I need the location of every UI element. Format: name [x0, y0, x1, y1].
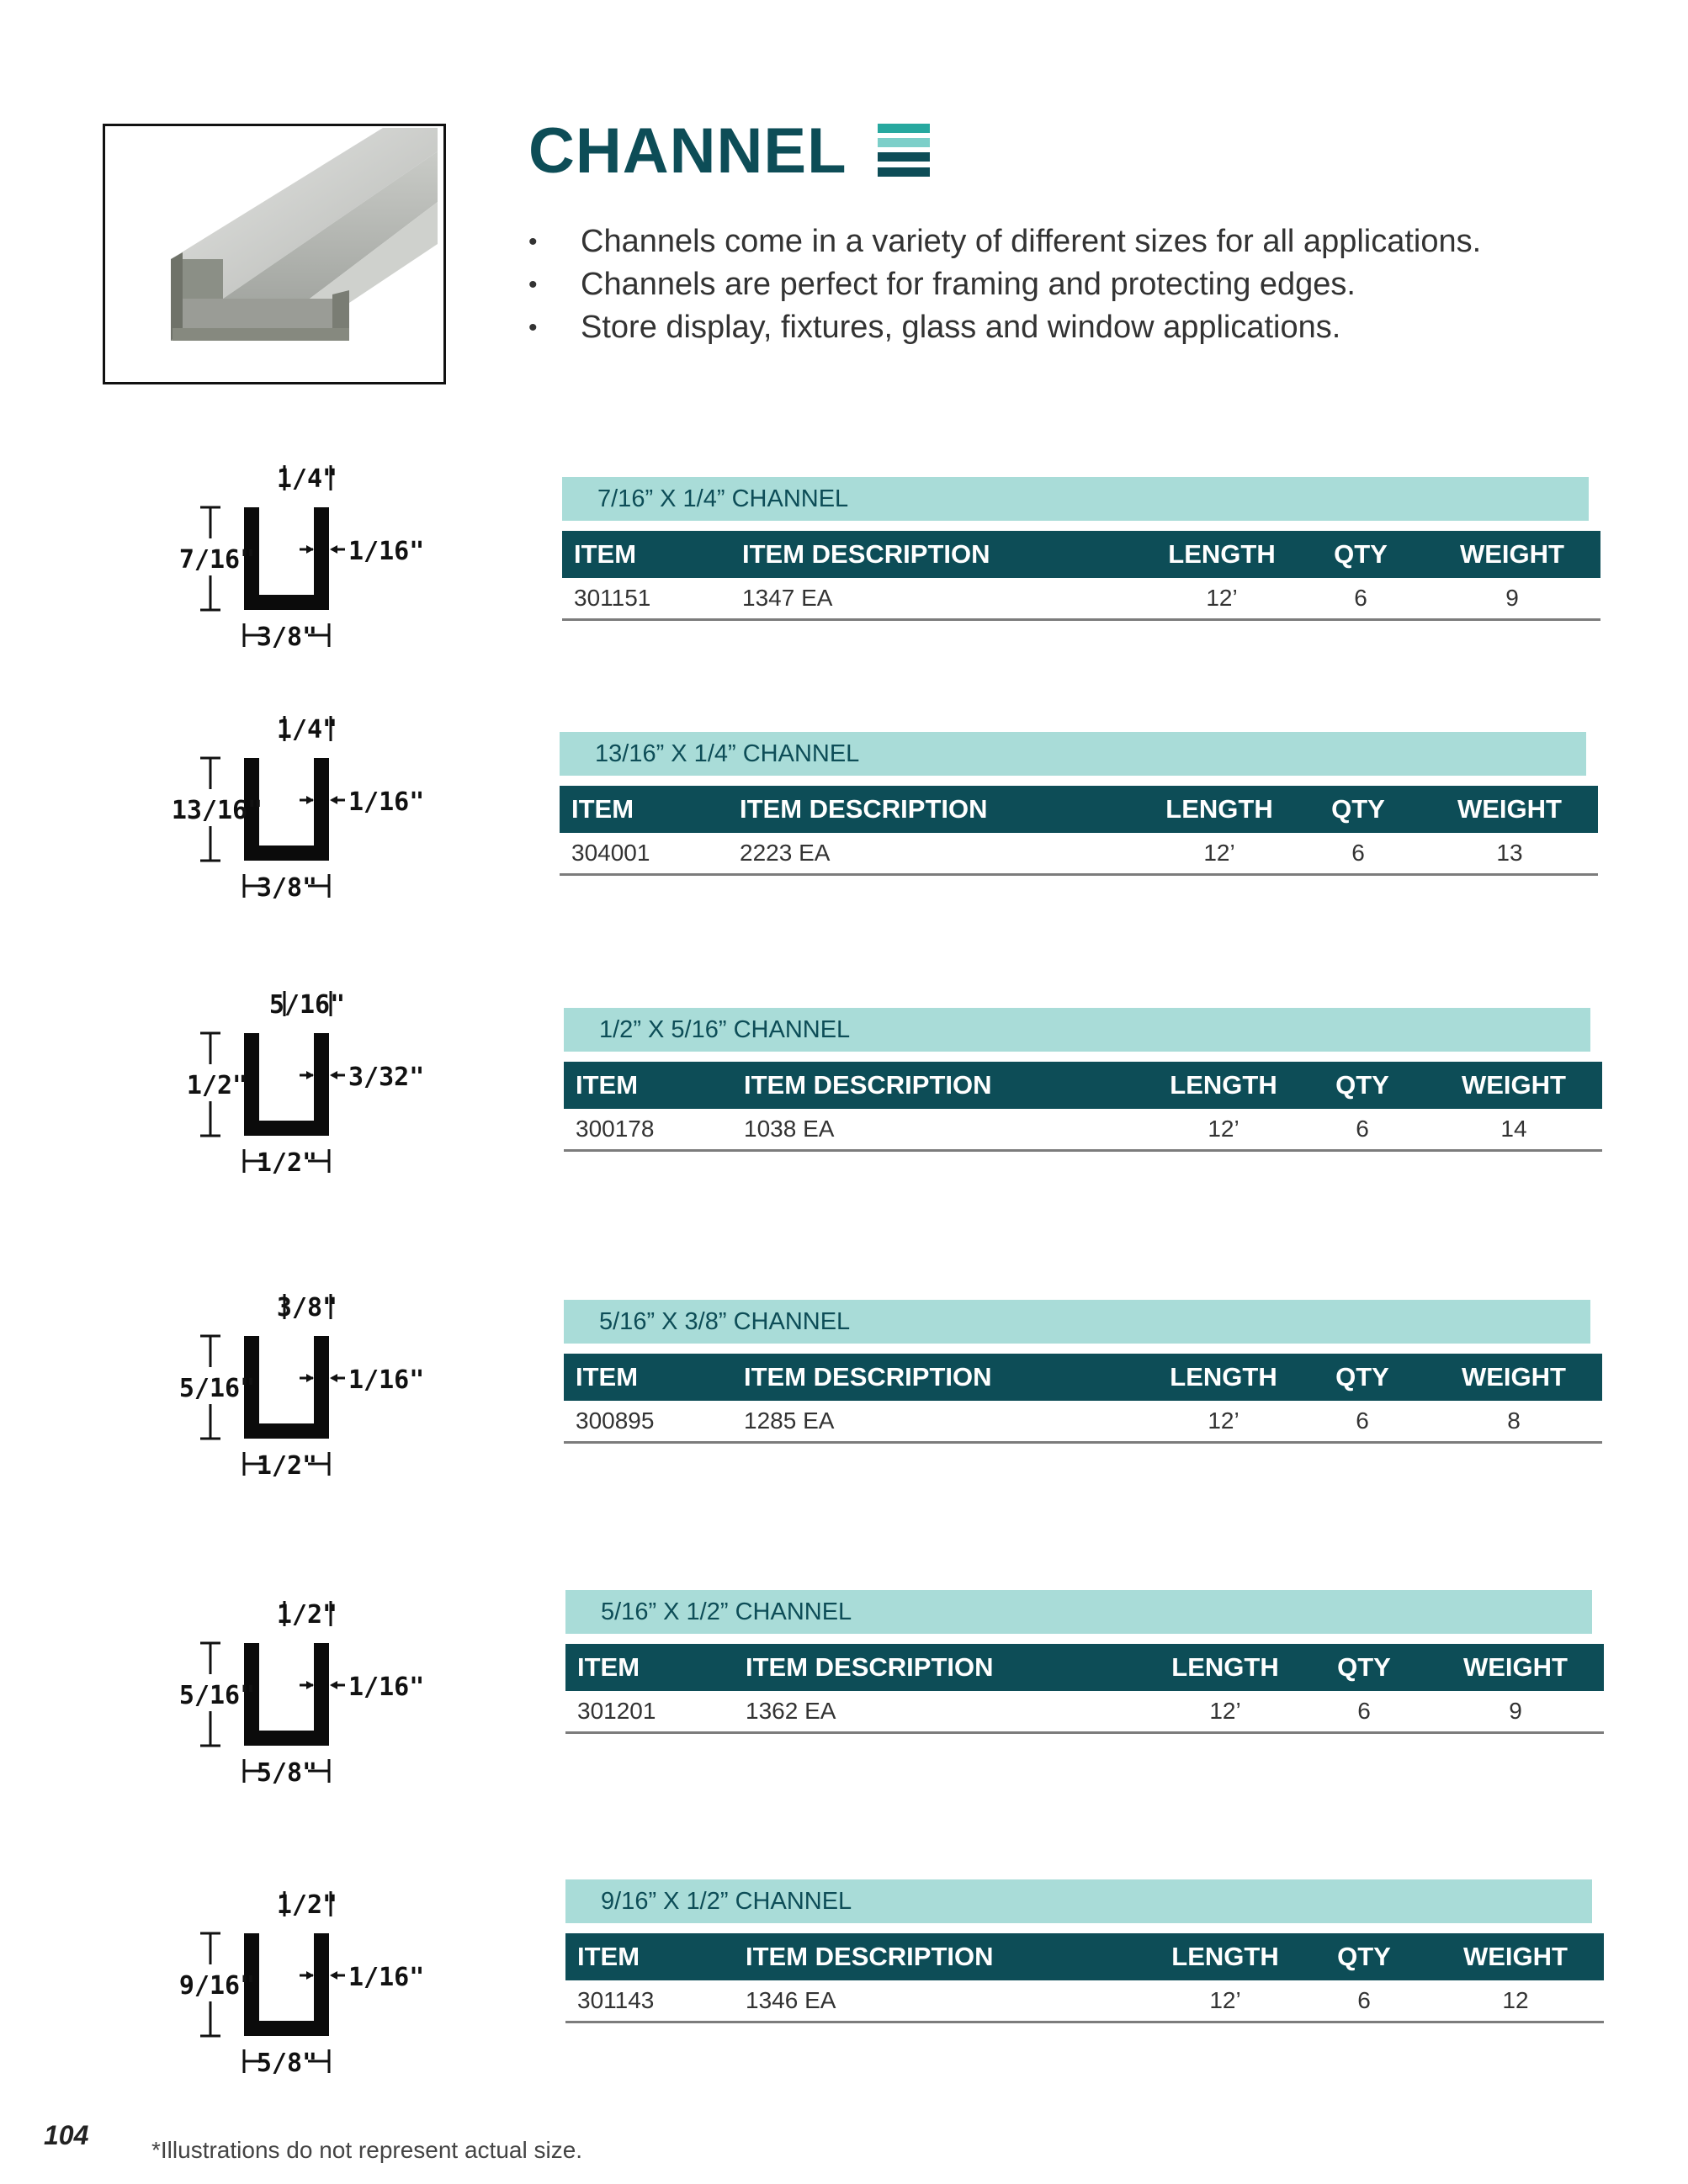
col-qty: QTY — [1299, 1354, 1425, 1401]
top-dimension-label: 1/2" — [276, 1890, 338, 1920]
channel-profile-svg — [171, 709, 461, 903]
wall-thickness-label: 3/32" — [348, 1063, 425, 1092]
product-spec-block-4 — [564, 1300, 1590, 1444]
cell-weight: 13 — [1421, 833, 1598, 875]
cell-length: 12’ — [1146, 578, 1298, 620]
wall-thickness-label: 1/16" — [348, 537, 425, 566]
cell-description: 2223 EA — [740, 833, 1144, 875]
cell-length: 12’ — [1148, 1401, 1299, 1443]
col-length: LENGTH — [1149, 1644, 1301, 1691]
cell-item: 301143 — [565, 1980, 746, 2022]
feature-list — [528, 220, 1481, 349]
product-spec-block-6 — [565, 1879, 1592, 2023]
wall-thickness-label: 1/16" — [348, 787, 425, 817]
table-row — [564, 1401, 1602, 1443]
feature-bullet: • Channels are perfect for framing and protecting edges. — [528, 263, 1481, 306]
height-dimension-label: 9/16" — [178, 1971, 256, 2001]
cell-qty: 6 — [1295, 833, 1421, 875]
cell-length: 12’ — [1144, 833, 1295, 875]
spec-title: 5/16” X 1/2” CHANNEL — [565, 1590, 1592, 1634]
channel-profile-svg — [178, 459, 461, 652]
height-dimension-label: 7/16" — [178, 545, 256, 575]
table-row — [565, 1980, 1604, 2022]
table-row — [560, 833, 1598, 875]
spec-table — [562, 531, 1600, 621]
wall-thickness-label: 1/16" — [348, 1963, 425, 1992]
col-length: LENGTH — [1149, 1933, 1301, 1980]
height-dimension-label: 1/2" — [186, 1071, 248, 1100]
spec-header-row — [560, 786, 1598, 833]
cell-description: 1362 EA — [746, 1691, 1149, 1733]
channel-profile-diagram-2 — [171, 709, 461, 903]
col-item: ITEM — [562, 531, 742, 578]
col-qty: QTY — [1299, 1062, 1425, 1109]
col-length: LENGTH — [1148, 1062, 1299, 1109]
spec-title: 9/16” X 1/2” CHANNEL — [565, 1879, 1592, 1923]
col-item: ITEM — [565, 1933, 746, 1980]
spec-title: 7/16” X 1/4” CHANNEL — [562, 477, 1589, 521]
product-photo — [103, 124, 446, 384]
feature-bullet: • Channels come in a variety of different sizes for all applications. — [528, 220, 1481, 263]
footnote: *Illustrations do not represent actual size. — [151, 2137, 583, 2163]
cell-description: 1038 EA — [744, 1109, 1148, 1151]
feature-bullet: • Store display, fixtures, glass and window applications. — [528, 306, 1481, 349]
col-item: ITEM — [565, 1644, 746, 1691]
width-dimension-label: 5/8" — [256, 2049, 318, 2078]
cell-qty: 6 — [1298, 578, 1424, 620]
cell-qty: 6 — [1301, 1980, 1427, 2022]
col-qty: QTY — [1301, 1933, 1427, 1980]
col-weight: WEIGHT — [1424, 531, 1600, 578]
cell-weight: 9 — [1427, 1691, 1604, 1733]
width-dimension-label: 3/8" — [256, 623, 318, 652]
col-item: ITEM — [564, 1354, 744, 1401]
top-dimension-label: 3/8" — [276, 1293, 338, 1323]
col-item: ITEM — [560, 786, 740, 833]
table-row — [565, 1691, 1604, 1733]
channel-photo-illustration — [105, 126, 443, 382]
spec-table — [564, 1062, 1602, 1152]
page-number: 104 — [44, 2120, 89, 2150]
channel-profile-diagram-1 — [178, 459, 461, 652]
spec-title: 1/2” X 5/16” CHANNEL — [564, 1008, 1590, 1052]
spec-header-row — [565, 1933, 1604, 1980]
page-title: CHANNEL — [528, 115, 847, 187]
spec-table — [565, 1644, 1604, 1734]
top-dimension-label: 1/2" — [276, 1600, 338, 1630]
col-item-description: ITEM DESCRIPTION — [742, 531, 1146, 578]
product-spec-block-1 — [562, 477, 1589, 621]
height-dimension-label: 13/16" — [171, 796, 263, 825]
cell-description: 1285 EA — [744, 1401, 1148, 1443]
col-weight: WEIGHT — [1425, 1062, 1602, 1109]
product-spec-block-2 — [560, 732, 1586, 876]
cell-item: 301151 — [562, 578, 742, 620]
col-length: LENGTH — [1148, 1354, 1299, 1401]
width-dimension-label: 1/2" — [256, 1148, 318, 1178]
cell-length: 12’ — [1149, 1691, 1301, 1733]
col-length: LENGTH — [1144, 786, 1295, 833]
cell-weight: 8 — [1425, 1401, 1602, 1443]
cell-description: 1346 EA — [746, 1980, 1149, 2022]
col-weight: WEIGHT — [1427, 1644, 1604, 1691]
col-item-description: ITEM DESCRIPTION — [746, 1644, 1149, 1691]
top-dimension-label: 5/16" — [268, 990, 346, 1020]
channel-profile-diagram-6 — [178, 1884, 461, 2078]
table-row — [562, 578, 1600, 620]
cell-description: 1347 EA — [742, 578, 1146, 620]
col-item-description: ITEM DESCRIPTION — [744, 1062, 1148, 1109]
spec-title: 13/16” X 1/4” CHANNEL — [560, 732, 1586, 776]
cell-weight: 12 — [1427, 1980, 1604, 2022]
cell-weight: 14 — [1425, 1109, 1602, 1151]
product-spec-block-3 — [564, 1008, 1590, 1152]
cell-weight: 9 — [1424, 578, 1600, 620]
spec-header-row — [564, 1354, 1602, 1401]
spec-header-row — [565, 1644, 1604, 1691]
col-item-description: ITEM DESCRIPTION — [744, 1354, 1148, 1401]
top-dimension-label: 1/4" — [276, 464, 338, 494]
cell-qty: 6 — [1299, 1109, 1425, 1151]
spec-header-row — [564, 1062, 1602, 1109]
channel-profile-svg — [178, 1287, 461, 1481]
width-dimension-label: 5/8" — [256, 1758, 318, 1788]
channel-profile-diagram-3 — [183, 984, 461, 1178]
width-dimension-label: 3/8" — [256, 873, 318, 903]
height-dimension-label: 5/16" — [178, 1374, 256, 1403]
col-item-description: ITEM DESCRIPTION — [740, 786, 1144, 833]
spec-header-row — [562, 531, 1600, 578]
spec-table — [564, 1354, 1602, 1444]
col-qty: QTY — [1295, 786, 1421, 833]
cell-item: 304001 — [560, 833, 740, 875]
wall-thickness-label: 1/16" — [348, 1672, 425, 1702]
channel-profile-diagram-5 — [178, 1594, 461, 1788]
col-weight: WEIGHT — [1427, 1933, 1604, 1980]
product-spec-block-5 — [565, 1590, 1592, 1734]
cell-length: 12’ — [1148, 1109, 1299, 1151]
col-item-description: ITEM DESCRIPTION — [746, 1933, 1149, 1980]
cell-item: 300895 — [564, 1401, 744, 1443]
cell-item: 301201 — [565, 1691, 746, 1733]
col-weight: WEIGHT — [1421, 786, 1598, 833]
cell-qty: 6 — [1299, 1401, 1425, 1443]
cell-item: 300178 — [564, 1109, 744, 1151]
top-dimension-label: 1/4" — [276, 715, 338, 745]
channel-profile-svg — [178, 1884, 461, 2078]
channel-profile-svg — [178, 1594, 461, 1788]
cell-length: 12’ — [1149, 1980, 1301, 2022]
col-qty: QTY — [1298, 531, 1424, 578]
width-dimension-label: 1/2" — [256, 1451, 318, 1481]
col-qty: QTY — [1301, 1644, 1427, 1691]
height-dimension-label: 5/16" — [178, 1681, 256, 1710]
channel-profile-svg — [183, 984, 461, 1178]
cell-qty: 6 — [1301, 1691, 1427, 1733]
col-length: LENGTH — [1146, 531, 1298, 578]
col-weight: WEIGHT — [1425, 1354, 1602, 1401]
table-row — [564, 1109, 1602, 1151]
wall-thickness-label: 1/16" — [348, 1365, 425, 1395]
stacked-bars-icon — [878, 124, 930, 178]
spec-table — [565, 1933, 1604, 2023]
spec-table — [560, 786, 1598, 876]
col-item: ITEM — [564, 1062, 744, 1109]
channel-profile-diagram-4 — [178, 1287, 461, 1481]
spec-title: 5/16” X 3/8” CHANNEL — [564, 1300, 1590, 1344]
